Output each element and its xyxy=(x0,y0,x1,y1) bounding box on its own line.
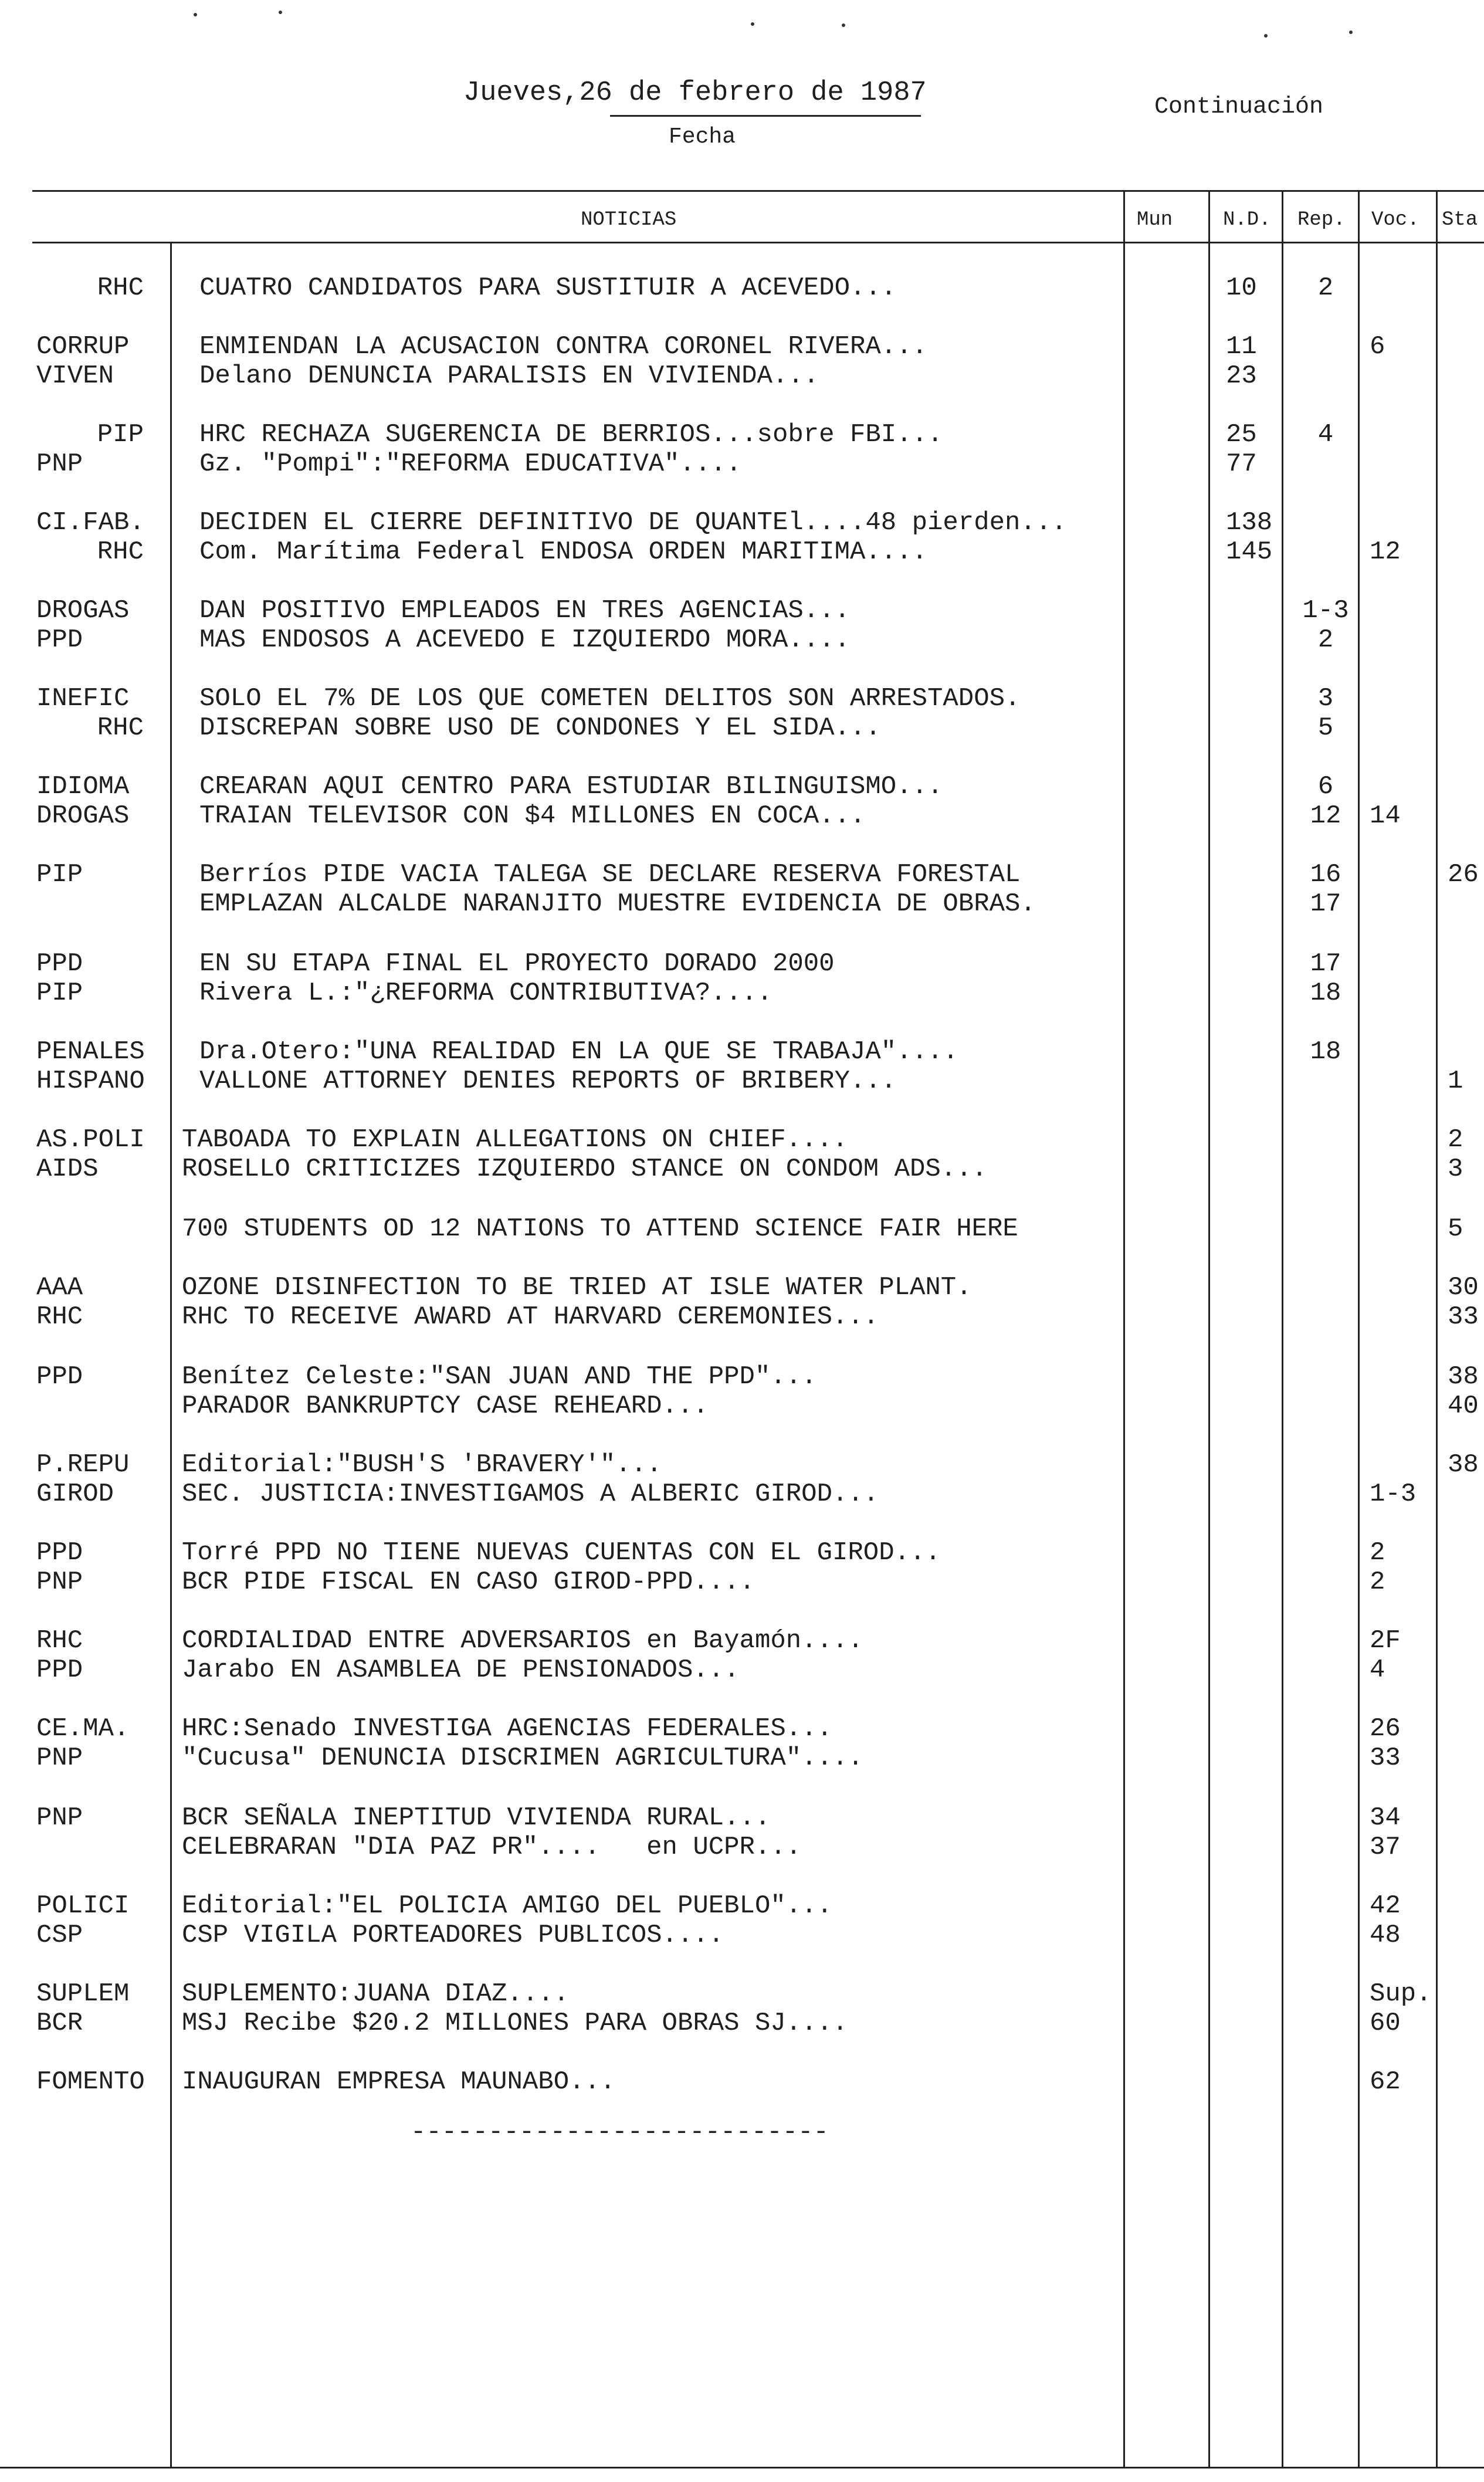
row-rep-page: 5 xyxy=(1317,713,1334,743)
continuation-label: Continuación xyxy=(1154,94,1324,120)
row-headline: VALLONE ATTORNEY DENIES REPORTS OF BRIBERY... xyxy=(199,1066,897,1096)
row-voc-page: 42 xyxy=(1370,1891,1401,1921)
row-headline: Editorial:"BUSH'S 'BRAVERY'"... xyxy=(182,1450,662,1479)
row-category: PIP xyxy=(36,978,83,1008)
row-nd-page: 77 xyxy=(1226,449,1257,479)
scan-speck xyxy=(1264,34,1268,38)
row-voc-page: 34 xyxy=(1370,1803,1401,1833)
row-category: PPD xyxy=(36,1655,83,1685)
category-column-rule xyxy=(170,242,172,2467)
scan-speck xyxy=(194,13,197,16)
row-headline: Benítez Celeste:"SAN JUAN AND THE PPD"... xyxy=(182,1362,817,1391)
row-headline: PARADOR BANKRUPTCY CASE REHEARD... xyxy=(182,1391,709,1421)
row-category: PNP xyxy=(36,1803,83,1833)
row-voc-page: 62 xyxy=(1370,2067,1401,2097)
row-rep-page: 16 xyxy=(1310,860,1341,889)
row-voc-page: 48 xyxy=(1370,1921,1401,1950)
row-category: FOMENTO xyxy=(36,2067,145,2097)
row-voc-page: 6 xyxy=(1370,332,1385,361)
row-headline: 700 STUDENTS OD 12 NATIONS TO ATTEND SCIENCE FAIR HERE xyxy=(182,1214,1018,1244)
row-headline: INAUGURAN EMPRESA MAUNABO... xyxy=(182,2067,616,2097)
row-headline: SEC. JUSTICIA:INVESTIGAMOS A ALBERIC GIROD... xyxy=(182,1479,879,1509)
row-headline: CREARAN AQUI CENTRO PARA ESTUDIAR BILINGUISMO... xyxy=(199,772,943,801)
row-headline: Berríos PIDE VACIA TALEGA SE DECLARE RESERVA FORESTAL xyxy=(199,860,1021,889)
row-rep-page: 2 xyxy=(1317,625,1334,655)
row-category: VIVEN xyxy=(36,361,114,391)
row-category: RHC xyxy=(36,1626,83,1655)
row-sta-page: 38 xyxy=(1448,1450,1479,1479)
nd-column-rule xyxy=(1208,190,1210,2467)
scan-speck xyxy=(751,22,754,26)
row-rep-page: 17 xyxy=(1310,889,1341,919)
row-headline: BCR SEÑALA INEPTITUD VIVIENDA RURAL... xyxy=(182,1803,771,1833)
row-category: PPD xyxy=(36,1362,83,1391)
row-category: INEFIC xyxy=(36,684,130,713)
header-mun: Mun xyxy=(1137,209,1173,231)
row-category: DROGAS xyxy=(36,596,130,625)
row-category: POLICI xyxy=(36,1891,130,1921)
header-rep: Rep. xyxy=(1297,209,1346,231)
row-headline: SOLO EL 7% DE LOS QUE COMETEN DELITOS SON ARRESTADOS. xyxy=(199,684,1021,713)
row-category: PIP xyxy=(97,420,144,449)
row-category: RHC xyxy=(97,273,144,303)
row-headline: DAN POSITIVO EMPLEADOS EN TRES AGENCIAS... xyxy=(199,596,850,625)
row-category: DROGAS xyxy=(36,801,130,831)
row-category: PPD xyxy=(36,1538,83,1567)
row-rep-page: 4 xyxy=(1317,420,1334,449)
row-rep-page: 17 xyxy=(1310,949,1341,978)
row-sta-page: 3 xyxy=(1448,1154,1463,1184)
row-headline: MSJ Recibe $20.2 MILLONES PARA OBRAS SJ.... xyxy=(182,2009,848,2038)
row-headline: "Cucusa" DENUNCIA DISCRIMEN AGRICULTURA".... xyxy=(182,1743,863,1773)
row-category: BCR xyxy=(36,2009,83,2038)
row-rep-page: 1-3 xyxy=(1302,596,1349,625)
row-category: PPD xyxy=(36,949,83,978)
row-voc-page: 12 xyxy=(1370,537,1401,567)
row-category: HISPANO xyxy=(36,1066,145,1096)
row-sta-page: 30 xyxy=(1448,1273,1479,1302)
row-voc-page: 26 xyxy=(1370,1714,1401,1743)
row-headline: TABOADA TO EXPLAIN ALLEGATIONS ON CHIEF.... xyxy=(182,1125,848,1154)
row-voc-page: 2F xyxy=(1370,1626,1401,1655)
row-headline: Delano DENUNCIA PARALISIS EN VIVIENDA... xyxy=(199,361,819,391)
row-nd-page: 25 xyxy=(1226,420,1257,449)
row-headline: ROSELLO CRITICIZES IZQUIERDO STANCE ON CONDOM ADS... xyxy=(182,1154,988,1184)
row-nd-page: 138 xyxy=(1226,508,1273,537)
row-headline: CORDIALIDAD ENTRE ADVERSARIOS en Bayamón.... xyxy=(182,1626,863,1655)
row-voc-page: 2 xyxy=(1370,1538,1385,1567)
table-top-rule xyxy=(32,190,1484,192)
row-headline: EN SU ETAPA FINAL EL PROYECTO DORADO 2000 xyxy=(199,949,835,978)
row-voc-page: 60 xyxy=(1370,2009,1401,2038)
header-nd: N.D. xyxy=(1223,209,1271,231)
table-header-rule xyxy=(32,242,1484,243)
scan-speck xyxy=(279,11,282,14)
row-headline: CSP VIGILA PORTEADORES PUBLICOS.... xyxy=(182,1921,724,1950)
row-category: SUPLEM xyxy=(36,1979,130,2009)
row-category: PNP xyxy=(36,1743,83,1773)
row-category: CORRUP xyxy=(36,332,130,361)
row-headline: Com. Marítima Federal ENDOSA ORDEN MARITIMA.... xyxy=(199,537,928,567)
row-category: GIROD xyxy=(36,1479,114,1509)
row-rep-page: 6 xyxy=(1317,772,1334,801)
row-category: PIP xyxy=(36,860,83,889)
header-sta: Sta xyxy=(1442,209,1478,231)
row-nd-page: 11 xyxy=(1226,332,1257,361)
row-headline: RHC TO RECEIVE AWARD AT HARVARD CEREMONIES... xyxy=(182,1302,879,1332)
row-voc-page: 4 xyxy=(1370,1655,1385,1685)
row-headline: HRC:Senado INVESTIGA AGENCIAS FEDERALES... xyxy=(182,1714,832,1743)
row-voc-page: 1-3 xyxy=(1370,1479,1417,1509)
header-voc: Voc. xyxy=(1371,209,1419,231)
row-headline: DECIDEN EL CIERRE DEFINITIVO DE QUANTEl....48 pierden... xyxy=(199,508,1067,537)
row-voc-page: 33 xyxy=(1370,1743,1401,1773)
row-headline: TRAIAN TELEVISOR CON $4 MILLONES EN COCA... xyxy=(199,801,866,831)
row-headline: Jarabo EN ASAMBLEA DE PENSIONADOS... xyxy=(182,1655,740,1685)
row-rep-page: 2 xyxy=(1317,273,1334,303)
row-rep-page: 18 xyxy=(1310,1037,1341,1066)
row-headline: CELEBRARAN "DIA PAZ PR".... en UCPR... xyxy=(182,1833,802,1862)
row-category: P.REPU xyxy=(36,1450,130,1479)
row-headline: OZONE DISINFECTION TO BE TRIED AT ISLE WATER PLANT. xyxy=(182,1273,972,1302)
row-voc-page: 37 xyxy=(1370,1833,1401,1862)
row-voc-page: 2 xyxy=(1370,1567,1385,1597)
date-underline xyxy=(610,115,921,117)
row-category: RHC xyxy=(36,1302,83,1332)
row-headline: SUPLEMENTO:JUANA DIAZ.... xyxy=(182,1979,570,2009)
row-headline: Torré PPD NO TIENE NUEVAS CUENTAS CON EL GIROD... xyxy=(182,1538,941,1567)
row-rep-page: 12 xyxy=(1310,801,1341,831)
row-voc-page: 14 xyxy=(1370,801,1401,831)
row-headline: Rivera L.:"¿REFORMA CONTRIBUTIVA?.... xyxy=(199,978,773,1008)
scan-speck xyxy=(842,23,845,27)
row-headline: Gz. "Pompi":"REFORMA EDUCATIVA".... xyxy=(199,449,742,479)
date-heading: Jueves,26 de febrero de 1987 xyxy=(463,77,927,109)
row-category: RHC xyxy=(97,537,144,567)
rep-column-rule xyxy=(1282,190,1283,2467)
row-category: AIDS xyxy=(36,1154,99,1184)
row-sta-page: 38 xyxy=(1448,1362,1479,1391)
scan-speck xyxy=(1349,31,1353,34)
row-sta-page: 33 xyxy=(1448,1302,1479,1332)
table-bottom-rule xyxy=(0,2467,1484,2469)
row-sta-page: 26 xyxy=(1448,860,1479,889)
row-headline: BCR PIDE FISCAL EN CASO GIROD-PPD.... xyxy=(182,1567,755,1597)
row-sta-page: 40 xyxy=(1448,1391,1479,1421)
row-headline: ENMIENDAN LA ACUSACION CONTRA CORONEL RIVERA... xyxy=(199,332,928,361)
mun-column-rule xyxy=(1123,190,1125,2467)
row-sta-page: 5 xyxy=(1448,1214,1463,1244)
header-noticias: NOTICIAS xyxy=(581,209,677,231)
row-sta-page: 1 xyxy=(1448,1066,1463,1096)
row-headline: HRC RECHAZA SUGERENCIA DE BERRIOS...sobre FBI... xyxy=(199,420,943,449)
date-label: Fecha xyxy=(669,124,736,150)
row-category: IDIOMA xyxy=(36,772,130,801)
row-rep-page: 18 xyxy=(1310,978,1341,1008)
row-headline: Dra.Otero:"UNA REALIDAD EN LA QUE SE TRABAJA".... xyxy=(199,1037,958,1066)
row-sta-page: 2 xyxy=(1448,1125,1463,1154)
row-headline: MAS ENDOSOS A ACEVEDO E IZQUIERDO MORA.... xyxy=(199,625,850,655)
row-nd-page: 145 xyxy=(1226,537,1273,567)
row-voc-page: Sup. xyxy=(1370,1979,1432,2009)
row-headline: DISCREPAN SOBRE USO DE CONDONES Y EL SIDA... xyxy=(199,713,881,743)
end-rule: --------------------------- xyxy=(411,2118,829,2147)
row-category: AAA xyxy=(36,1273,83,1302)
voc-column-rule xyxy=(1358,190,1360,2467)
row-headline: CUATRO CANDIDATOS PARA SUSTITUIR A ACEVEDO... xyxy=(199,273,897,303)
row-category: PNP xyxy=(36,1567,83,1597)
sta-column-rule xyxy=(1436,190,1438,2467)
row-category: AS.POLI xyxy=(36,1125,145,1154)
row-nd-page: 23 xyxy=(1226,361,1257,391)
row-category: PNP xyxy=(36,449,83,479)
row-headline: EMPLAZAN ALCALDE NARANJITO MUESTRE EVIDENCIA DE OBRAS. xyxy=(199,889,1036,919)
row-category: CI.FAB. xyxy=(36,508,145,537)
row-nd-page: 10 xyxy=(1226,273,1257,303)
row-rep-page: 3 xyxy=(1317,684,1334,713)
row-category: CE.MA. xyxy=(36,1714,130,1743)
row-category: PPD xyxy=(36,625,83,655)
row-category: RHC xyxy=(97,713,144,743)
row-category: PENALES xyxy=(36,1037,145,1066)
row-headline: Editorial:"EL POLICIA AMIGO DEL PUEBLO"... xyxy=(182,1891,832,1921)
row-category: CSP xyxy=(36,1921,83,1950)
